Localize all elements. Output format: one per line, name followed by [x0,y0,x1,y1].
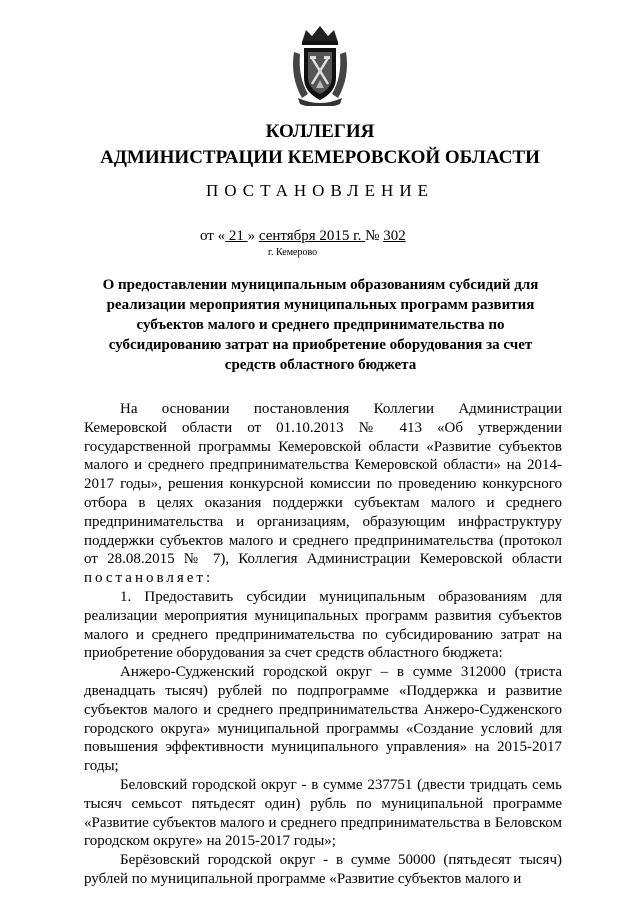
date-month-year: сентября 2015 г. [258,228,366,244]
coat-of-arms-icon [288,22,352,106]
document-title: О предоставлении муниципальным образованиям субсидий для реализации мероприятия муниципальных программ развития субъектов малого и среднего предпринимательства по субсидированию затрат на приобретение оборудования за счет средств областного бюджета [102,277,539,373]
document-date-number [200,228,406,245]
paragraph-basis: На основании постановления Коллегии Администрации Кемеровской области от 01.10.2013 № 413 «Об утверждении государственной программы Кемеровской области «Развитие субъектов малого и среднего предпринимательства Кемеровской области» на 2014-2017 годы», решения конкурсной комиссии по проведению конкурсного отбора в целях оказания поддержки субъектам малого и среднего предпринимательства и организациям, образующим инфраструктуру поддержки субъектов малого и среднего предпринимательства (протокол от 28.08.2015 № 7), Коллегия Администрации Кемеровской области постановляет: [84,401,562,587]
city: г. Кемерово [268,247,318,258]
paragraph-item-1: 1. Предоставить субсидии муниципальным образованиям для реализации мероприятия муниципальных программ развития субъектов малого и среднего предпринимательства по субсидированию затрат на приобретение оборудования за счет средств областного бюджета: [84,588,562,662]
paragraph-anzhero-sudzhensk: Анжеро-Судженский городской округ – в сумме 312000 (триста двенадцать тысяч) рублей по подпрограмме «Поддержка и развитие субъектов малого и среднего предпринимательства Анжеро-Судженского городского округа» муниципальной программы «Создание условий для повышения эффективности муниципального управления» на 2015-2017 годы; [84,664,562,775]
date-mid: » [247,228,259,244]
paragraph-belovo: Беловский городской округ - в сумме 237751 (двести тридцать семь тысяч семьсот пятьдесят один) рубль по муниципальной программе «Развитие субъектов малого и среднего предпринимательства в Беловском городском округе» на 2015-2017 годы»; [84,776,562,850]
document-body [84,400,562,889]
document-number: 302 [383,228,406,244]
document-type: ПОСТАНОВЛЕНИЕ [205,181,434,200]
paragraph-berezovsky: Берёзовский городской округ - в сумме 50000 (пятьдесят тысяч) рублей по муниципальной программе «Развитие субъектов малого и [84,852,562,887]
date-day: 21 [225,228,248,244]
organization-name-line2: АДМИНИСТРАЦИИ КЕМЕРОВСКОЙ ОБЛАСТИ [100,147,540,168]
date-prefix: от « [200,228,226,244]
resolves-word: постановляет [84,570,206,587]
number-label: № [365,228,384,244]
organization-name: КОЛЛЕГИЯ [265,121,375,142]
